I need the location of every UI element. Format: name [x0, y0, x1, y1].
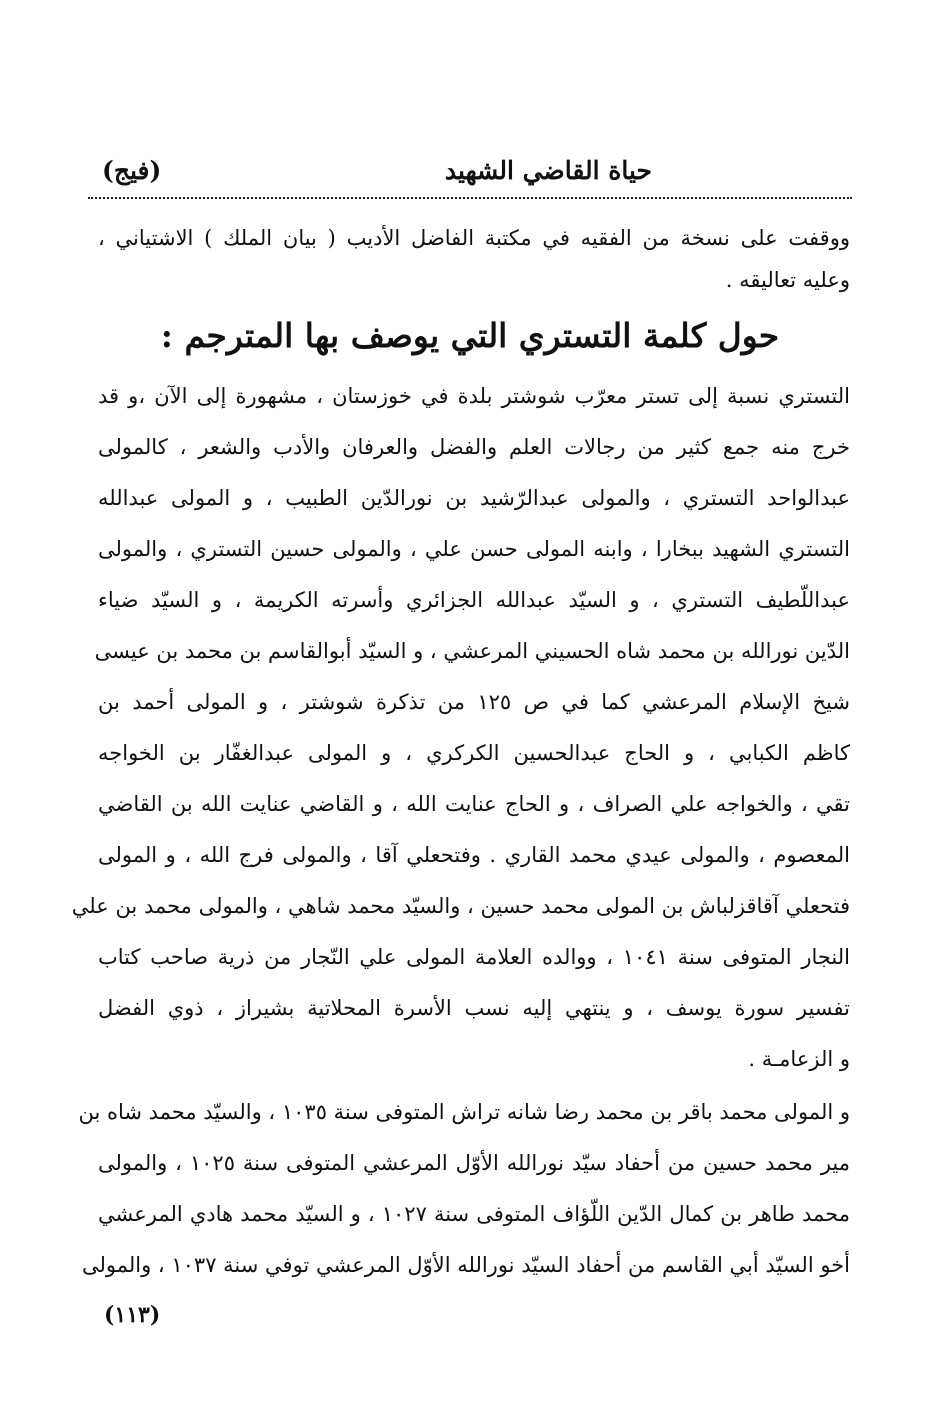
- paragraph-line: شيخ الإسلام المرعشي كما في ص ١٢٥ من تذكرة شوشتر ، و المولى أحمد بن: [98, 690, 850, 714]
- paragraph-line: خرج منه جمع كثير من رجالات العلم والفضل والعرفان والأدب والشعر ، كالمولى: [98, 435, 850, 459]
- section-heading: حول كلمة التستري التي يوصف بها المترجم :: [160, 316, 780, 355]
- intro-line: وعليه تعاليقه .: [725, 268, 850, 292]
- paragraph-line: مير محمد حسين من أحفاد سيّد نورالله الأوّل المرعشي المتوفى سنة ١٠٢٥ ، والمولى: [98, 1151, 850, 1175]
- paragraph-line: المعصوم ، والمولى عيدي محمد القاري . وفتحعلي آقا ، والمولى فرج الله ، و المولى: [98, 843, 850, 867]
- paragraph-line: و الزعامـة .: [748, 1047, 850, 1071]
- paragraph-line: النجار المتوفى سنة ١٠٤١ ، ووالده العلامة المولى علي النّجار من ذرية صاحب كتاب: [98, 945, 850, 969]
- dotted-divider: [88, 197, 852, 199]
- paragraph-line: عبداللّطيف التستري ، و السيّد عبدالله الجزائري وأسرته الكريمة ، و السيّد ضياء: [98, 588, 850, 612]
- intro-line: ووقفت على نسخة من الفقيه في مكتبة الفاضل الأديب ( بيان الملك ) الاشتياني ،: [98, 226, 850, 250]
- running-title: حياة القاضي الشهيد: [444, 156, 652, 185]
- paragraph-line: كاظم الكبابي ، و الحاج عبدالحسين الكركري ، و المولى عبدالغفّار بن الخواجه: [98, 741, 850, 765]
- paragraph-line: تقي ، والخواجه علي الصراف ، و الحاج عنايت الله ، و القاضي عنايت الله بن القاضي: [98, 792, 850, 816]
- section-label: (فيج): [102, 156, 162, 185]
- paragraph-line: و المولى محمد باقر بن محمد رضا شانه تراش المتوفى سنة ١٠٣٥ ، والسيّد محمد شاه بن: [78, 1100, 850, 1124]
- running-header: [88, 152, 852, 196]
- paragraph-line: فتحعلي آقاقزلباش بن المولى محمد حسين ، والسيّد محمد شاهي ، والمولى محمد بن علي: [71, 894, 850, 918]
- paragraph-line: التستري نسبة إلى تستر معرّب شوشتر بلدة في خوزستان ، مشهورة إلى الآن ،و قد: [98, 384, 850, 408]
- paragraph-line: محمد طاهر بن كمال الدّين اللّؤاف المتوفى سنة ١٠٢٧ ، و السيّد محمد هادي المرعشي: [98, 1202, 850, 1226]
- paragraph-line: تفسير سورة يوسف ، و ينتهي إليه نسب الأسرة المحلاتية بشيراز ، ذوي الفضل: [98, 996, 850, 1020]
- paragraph-line: عبدالواحد التستري ، والمولى عبدالرّشيد بن نورالدّين الطبيب ، و المولى عبدالله: [98, 486, 850, 510]
- paragraph-line: التستري الشهيد ببخارا ، وابنه المولى حسن علي ، والمولى حسين التستري ، والمولى: [98, 537, 850, 561]
- paragraph-line: الدّين نورالله بن محمد شاه الحسيني المرعشي ، و السيّد أبوالقاسم بن محمد بن عيسى: [94, 639, 850, 663]
- page-number: (١١٣): [104, 1302, 161, 1328]
- paragraph-line: أخو السيّد أبي القاسم من أحفاد السيّد نورالله الأوّل المرعشي توفي سنة ١٠٣٧ ، والمولى: [81, 1253, 850, 1277]
